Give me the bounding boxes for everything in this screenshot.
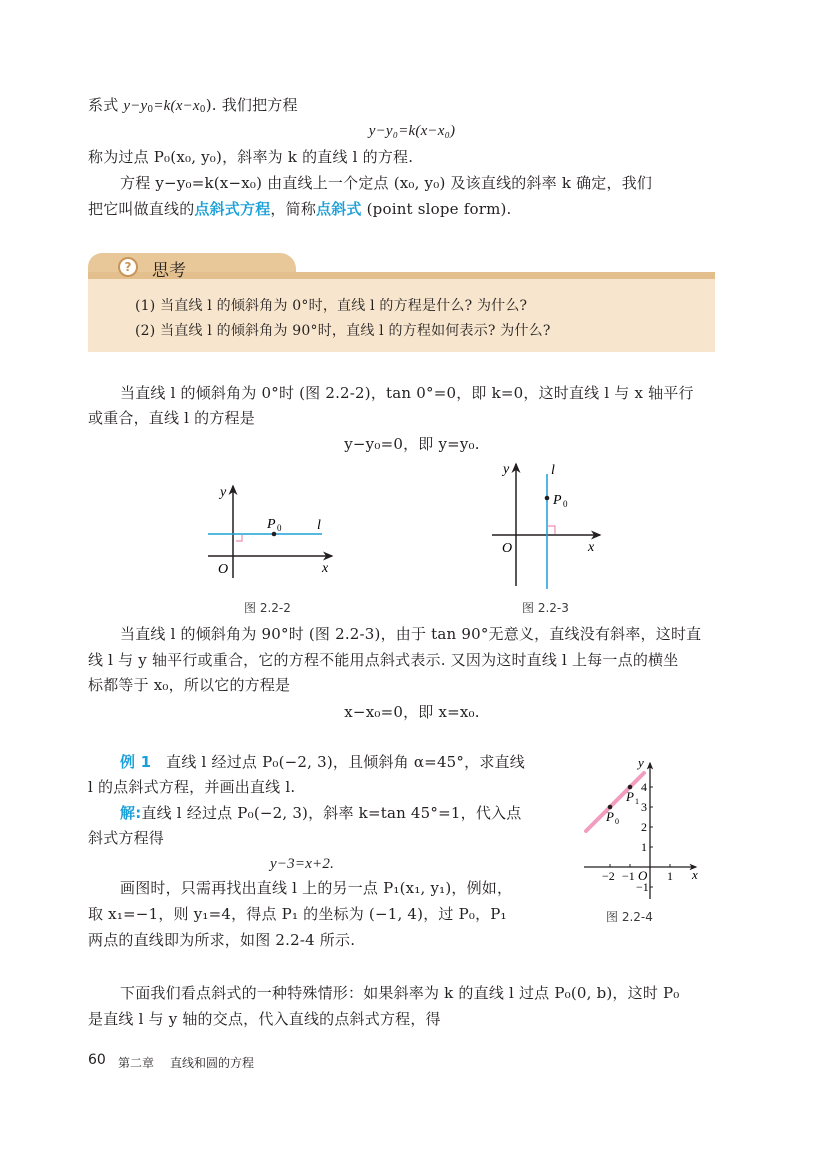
solution-label: 解:: [120, 804, 142, 822]
figure-2-2-3: [488, 456, 608, 592]
intro-text: 系式: [88, 96, 124, 114]
intro-line-1: 系式 $y-y_0=k(x-x_0)$. 我们把方程: [88, 96, 298, 115]
term-point-slope-form: 点斜式: [316, 200, 362, 218]
right-angle-mark: [548, 526, 555, 534]
y-label: y: [503, 462, 510, 477]
line-label: l: [317, 518, 321, 533]
intro-line-4: [88, 200, 512, 218]
intro-line-4-text-b: ，简称: [270, 200, 317, 218]
example-1-line-7: 两点的直线即为所求，如图 2.2-4 所示.: [88, 931, 356, 949]
figure-2-2-4: [574, 752, 699, 902]
point-label-sub: 1: [635, 797, 639, 806]
chapter-title: 直线和圆的方程: [170, 1056, 255, 1070]
question-circle-icon: ?: [118, 257, 138, 277]
point-label-sub: 0: [563, 499, 568, 509]
point-p0: [545, 496, 550, 501]
vertical-line-3: 标都等于 x₀，所以它的方程是: [88, 676, 291, 694]
page-number: 60: [88, 1052, 106, 1068]
example-label: 例 1: [120, 753, 152, 771]
x-label: x: [322, 561, 329, 576]
intro-line-3: 方程 y−y₀=k(x−x₀) 由直线上一个定点 (x₀, y₀) 及该直线的斜率 k 确定，我们: [120, 174, 653, 192]
solution-text: 直线 l 经过点 P₀(−2, 3)，斜率 k=tan 45°=1，代入点: [141, 804, 522, 822]
term-point-slope-equation: 点斜式方程: [194, 200, 271, 218]
point-slope-equation: y−y₀=k(x−x₀): [368, 123, 456, 139]
line-label: l: [551, 463, 555, 478]
example-1-line-4: 斜式方程得: [88, 829, 165, 847]
intro-line-2: 称为过点 P₀(x₀, y₀)，斜率为 k 的直线 l 的方程.: [88, 148, 414, 166]
caption-2-2-4: 图 2.2-4: [606, 910, 653, 924]
point-label: P: [626, 789, 634, 804]
y-label: y: [220, 485, 227, 500]
special-line-1: 下面我们看点斜式的一种特殊情形：如果斜率为 k 的直线 l 过点 P₀(0, b)，这时 P₀: [120, 984, 680, 1002]
origin-label: O: [218, 562, 229, 577]
vertical-line-2: 线 l 与 y 轴平行或重合，它的方程不能用点斜式表示. 又因为这时直线 l 上每一点的横坐: [88, 651, 679, 669]
horizontal-line-1: 当直线 l 的倾斜角为 0°时 (图 2.2-2)，tan 0°=0，即 k=0，这时直线 l 与 x 轴平行: [120, 384, 694, 402]
origin-label: O: [502, 541, 513, 556]
figure-2-2-2: [200, 478, 340, 588]
y-label: y: [638, 755, 644, 770]
intro-eq2: =k(x−x: [153, 98, 200, 114]
point-label-sub: 0: [277, 523, 282, 533]
think-title: 思考: [152, 261, 186, 281]
example-1-line-6: 取 x₁=−1，则 y₁=4，得点 P₁ 的坐标为 (−1, 4)，过 P₀，P₁: [88, 905, 507, 923]
example-1-line-5: 画图时，只需再找出直线 l 上的另一点 P₁(x₁, y₁)，例如，: [120, 879, 513, 897]
intro-line-4-text: 把它叫做直线的: [88, 200, 195, 218]
horizontal-line-2: 或重合，直线 l 的方程是: [88, 409, 255, 427]
point-label: P: [606, 809, 614, 824]
example-1-line-2: l 的点斜式方程，并画出直线 l.: [88, 778, 296, 796]
y-tick-label: −1: [636, 880, 649, 894]
vertical-equation: x−x₀=0，即 x=x₀.: [344, 703, 480, 721]
y-tick-label: 3: [641, 800, 647, 814]
intro-eq: y−y: [123, 98, 148, 114]
point-label: P: [267, 517, 276, 532]
point-label: P: [553, 493, 562, 508]
horizontal-equation: y−y₀=0，即 y=y₀.: [344, 435, 480, 453]
vertical-line-1: 当直线 l 的倾斜角为 90°时 (图 2.2-3)，由于 tan 90°无意义，直线没有斜率，这时直: [120, 625, 702, 643]
origin-label: O: [638, 868, 648, 883]
caption-2-2-3: 图 2.2-3: [522, 601, 569, 615]
example-1-equation: y−3=x+2.: [270, 856, 335, 872]
example-text: 直线 l 经过点 P₀(−2, 3)，且倾斜角 α=45°，求直线: [166, 753, 525, 771]
y-tick-label: 1: [641, 840, 647, 854]
point-label-sub: 0: [615, 817, 619, 826]
point-p0: [272, 532, 277, 537]
x-tick-label: −2: [602, 869, 615, 883]
y-tick-label: 2: [641, 820, 647, 834]
x-label: x: [588, 540, 595, 555]
example-1-line-1: [120, 753, 525, 771]
chapter-label: 第二章: [118, 1056, 155, 1070]
intro-eq3: ). 我们把方程: [205, 96, 298, 114]
think-box: [88, 279, 715, 352]
think-question-2: (2) 当直线 l 的倾斜角为 90°时，直线 l 的方程如何表示? 为什么?: [135, 323, 551, 339]
think-question-1: (1) 当直线 l 的倾斜角为 0°时，直线 l 的方程是什么? 为什么?: [135, 298, 528, 314]
x-tick-label: −1: [622, 869, 635, 883]
special-line-2: 是直线 l 与 y 轴的交点，代入直线的点斜式方程，得: [88, 1010, 441, 1028]
y-tick-label: 4: [641, 780, 647, 794]
x-label: x: [692, 867, 698, 882]
right-angle-mark: [236, 535, 242, 541]
x-tick-label: 1: [667, 869, 673, 883]
caption-2-2-2: 图 2.2-2: [244, 601, 291, 615]
intro-line-4-text-c: (point slope form).: [361, 200, 512, 218]
example-1-line-3: [120, 804, 521, 822]
